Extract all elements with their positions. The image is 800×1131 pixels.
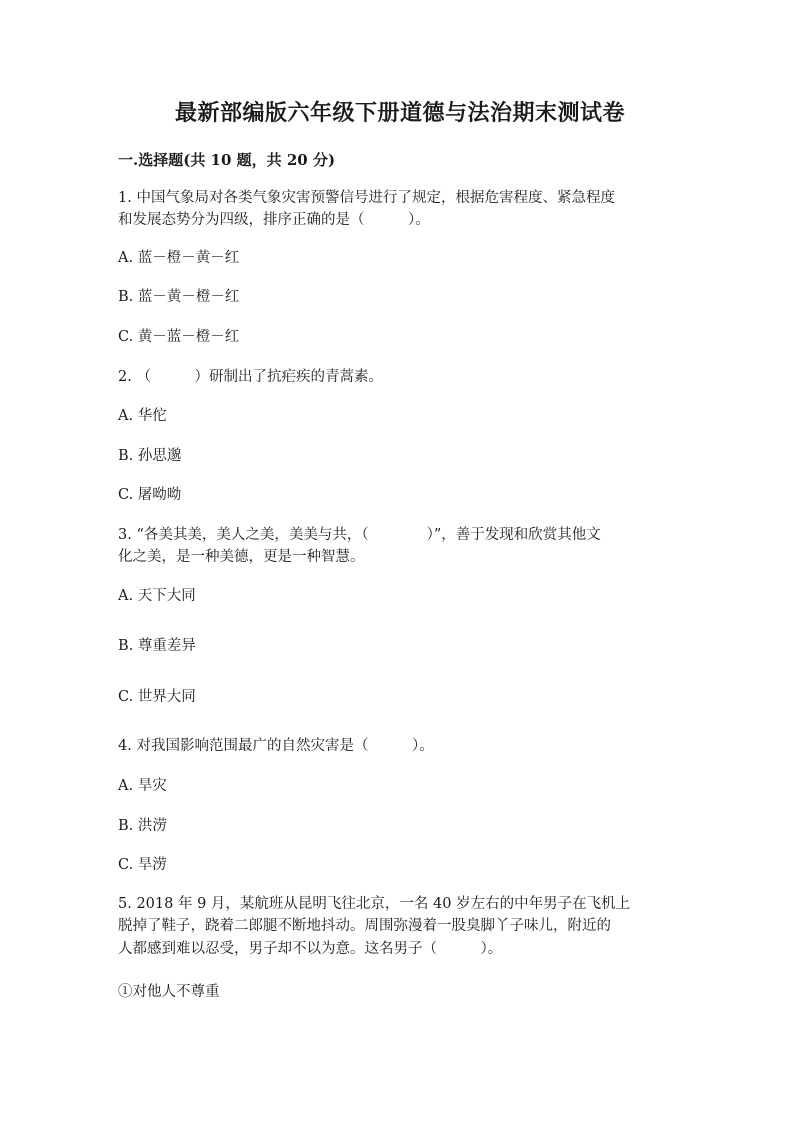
question-4-option-c: C. 旱涝: [118, 857, 167, 873]
question-1-option-c: C. 黄－蓝－橙－红: [118, 329, 240, 345]
question-3-stem-line-1: 3. “各美其美，美人之美，美美与共，（ ）”，善于发现和欣赏其他文: [118, 527, 601, 543]
question-3-option-b: B. 尊重差异: [118, 638, 196, 654]
section-heading: 一.选择题(共 10 题，共 20 分): [118, 151, 336, 169]
question-5-stem-line-2: 脱掉了鞋子，跷着二郎腿不断地抖动。周围弥漫着一股臭脚丫子味儿，附近的: [118, 918, 611, 934]
question-3-stem-line-2: 化之美，是一种美德，更是一种智慧。: [118, 549, 365, 565]
question-5-stem-line-3: 人都感到难以忍受，男子却不以为意。这名男子（ ）。: [118, 941, 503, 957]
question-1-stem-line-1: 1. 中国气象局对各类气象灾害预警信号进行了规定，根据危害程度、紧急程度: [118, 190, 615, 206]
question-3-option-a: A. 天下大同: [118, 588, 196, 604]
question-3-option-c: C. 世界大同: [118, 689, 196, 705]
question-2-stem-line-1: 2. （ ）研制出了抗疟疾的青蒿素。: [118, 369, 383, 385]
question-2-option-b: B. 孙思邈: [118, 448, 182, 464]
question-4-option-a: A. 旱灾: [118, 778, 167, 794]
question-1-stem-line-2: 和发展态势分为四级，排序正确的是（ ）。: [118, 212, 430, 228]
question-4-stem-line-1: 4. 对我国影响范围最广的自然灾害是（ ）。: [118, 738, 434, 754]
question-1-option-b: B. 蓝－黄－橙－红: [118, 289, 240, 305]
question-1-option-a: A. 蓝－橙－黄－红: [118, 250, 240, 266]
question-5-stem-line-1: 5. 2018 年 9 月，某航班从昆明飞往北京，一名 40 岁左右的中年男子在飞机上: [118, 896, 631, 912]
question-4-option-b: B. 洪涝: [118, 818, 167, 834]
page-title: 最新部编版六年级下册道德与法治期末测试卷: [174, 100, 625, 126]
question-5-option-1: ①对他人不尊重: [118, 984, 220, 1000]
question-2-option-c: C. 屠呦呦: [118, 487, 182, 503]
question-2-option-a: A. 华佗: [118, 408, 167, 424]
